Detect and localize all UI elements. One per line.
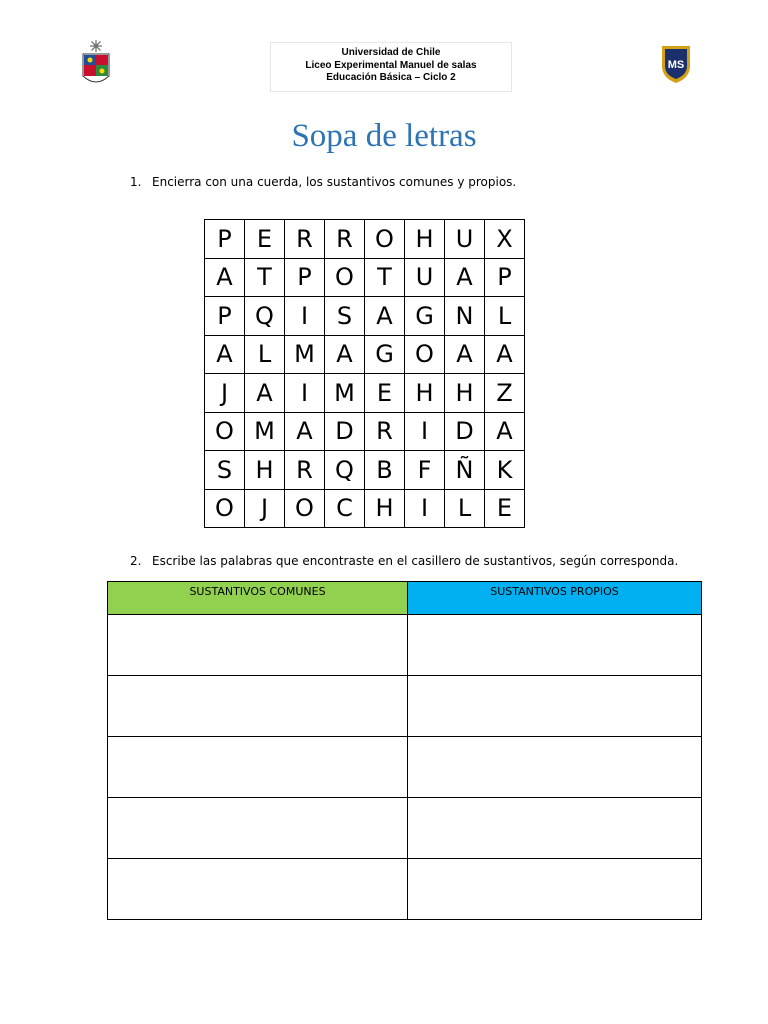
grid-cell[interactable]: O: [205, 489, 245, 528]
grid-cell[interactable]: I: [285, 374, 325, 413]
common-noun-cell[interactable]: [108, 615, 408, 676]
grid-cell[interactable]: A: [445, 258, 485, 297]
proper-noun-cell[interactable]: [408, 615, 702, 676]
grid-cell[interactable]: E: [365, 374, 405, 413]
proper-noun-cell[interactable]: [408, 798, 702, 859]
word-search-grid: [204, 219, 525, 528]
school-shield-logo: [660, 44, 692, 84]
grid-cell[interactable]: O: [205, 412, 245, 451]
grid-cell[interactable]: R: [285, 451, 325, 490]
grid-cell[interactable]: P: [485, 258, 525, 297]
grid-cell[interactable]: P: [285, 258, 325, 297]
grid-cell[interactable]: J: [245, 489, 285, 528]
instruction-1: [130, 175, 516, 189]
grid-cell[interactable]: U: [445, 220, 485, 259]
grid-cell[interactable]: Ñ: [445, 451, 485, 490]
grid-cell[interactable]: P: [205, 220, 245, 259]
grid-cell[interactable]: H: [365, 489, 405, 528]
school-name: Liceo Experimental Manuel de salas: [305, 59, 477, 71]
grid-cell[interactable]: G: [365, 335, 405, 374]
grid-cell[interactable]: R: [365, 412, 405, 451]
grid-cell[interactable]: E: [485, 489, 525, 528]
grid-cell[interactable]: S: [325, 297, 365, 336]
grid-cell[interactable]: I: [405, 489, 445, 528]
instruction-number: 2.: [130, 554, 142, 568]
nouns-table: [107, 581, 702, 920]
table-row: [108, 737, 702, 798]
grid-cell[interactable]: J: [205, 374, 245, 413]
grid-row: [205, 374, 525, 413]
common-noun-cell[interactable]: [108, 859, 408, 920]
grid-cell[interactable]: I: [405, 412, 445, 451]
grid-cell[interactable]: A: [485, 335, 525, 374]
grid-row: [205, 412, 525, 451]
grid-cell[interactable]: L: [445, 489, 485, 528]
grid-cell[interactable]: M: [285, 335, 325, 374]
education-level: Educación Básica – Ciclo 2: [326, 72, 456, 83]
proper-noun-cell[interactable]: [408, 859, 702, 920]
grid-cell[interactable]: E: [245, 220, 285, 259]
grid-cell[interactable]: S: [205, 451, 245, 490]
grid-cell[interactable]: T: [245, 258, 285, 297]
grid-cell[interactable]: X: [485, 220, 525, 259]
grid-cell[interactable]: O: [365, 220, 405, 259]
grid-cell[interactable]: Q: [245, 297, 285, 336]
grid-cell[interactable]: O: [325, 258, 365, 297]
grid-cell[interactable]: A: [365, 297, 405, 336]
grid-cell[interactable]: Q: [325, 451, 365, 490]
table-row: [108, 859, 702, 920]
grid-cell[interactable]: A: [205, 258, 245, 297]
common-noun-cell[interactable]: [108, 737, 408, 798]
grid-row: [205, 451, 525, 490]
svg-text:MS: MS: [667, 59, 685, 71]
grid-cell[interactable]: A: [325, 335, 365, 374]
university-crest-logo: [78, 38, 114, 90]
grid-cell[interactable]: H: [445, 374, 485, 413]
school-header: [270, 42, 512, 92]
table-row: [108, 798, 702, 859]
table-row: [108, 615, 702, 676]
grid-cell[interactable]: I: [285, 297, 325, 336]
common-noun-cell[interactable]: [108, 676, 408, 737]
grid-cell[interactable]: H: [405, 220, 445, 259]
grid-cell[interactable]: K: [485, 451, 525, 490]
grid-cell[interactable]: C: [325, 489, 365, 528]
grid-cell[interactable]: A: [205, 335, 245, 374]
proper-noun-cell[interactable]: [408, 676, 702, 737]
page-title: Sopa de letras: [291, 118, 477, 154]
university-name: Universidad de Chile: [341, 47, 441, 58]
common-noun-cell[interactable]: [108, 798, 408, 859]
grid-row: [205, 335, 525, 374]
grid-cell[interactable]: D: [445, 412, 485, 451]
grid-cell[interactable]: A: [245, 374, 285, 413]
instruction-text: Escribe las palabras que encontraste en el casillero de sustantivos, según corresponda.: [152, 554, 679, 568]
instruction-2: [130, 554, 678, 568]
grid-cell[interactable]: A: [445, 335, 485, 374]
grid-cell[interactable]: U: [405, 258, 445, 297]
grid-cell[interactable]: A: [485, 412, 525, 451]
grid-cell[interactable]: F: [405, 451, 445, 490]
grid-cell[interactable]: L: [485, 297, 525, 336]
grid-cell[interactable]: M: [245, 412, 285, 451]
grid-cell[interactable]: M: [325, 374, 365, 413]
instruction-text: Encierra con una cuerda, los sustantivos comunes y propios.: [152, 175, 517, 189]
grid-row: [205, 258, 525, 297]
grid-cell[interactable]: O: [405, 335, 445, 374]
grid-cell[interactable]: R: [285, 220, 325, 259]
proper-nouns-header: SUSTANTIVOS PROPIOS: [408, 582, 702, 615]
grid-cell[interactable]: D: [325, 412, 365, 451]
grid-row: [205, 220, 525, 259]
grid-cell[interactable]: A: [285, 412, 325, 451]
table-row: [108, 676, 702, 737]
grid-cell[interactable]: T: [365, 258, 405, 297]
grid-row: [205, 489, 525, 528]
grid-cell[interactable]: N: [445, 297, 485, 336]
proper-noun-cell[interactable]: [408, 737, 702, 798]
grid-cell[interactable]: R: [325, 220, 365, 259]
grid-cell[interactable]: H: [405, 374, 445, 413]
instruction-number: 1.: [130, 175, 142, 189]
common-nouns-header: SUSTANTIVOS COMUNES: [108, 582, 408, 615]
grid-cell[interactable]: O: [285, 489, 325, 528]
grid-cell[interactable]: L: [245, 335, 285, 374]
grid-row: [205, 297, 525, 336]
grid-cell[interactable]: P: [205, 297, 245, 336]
grid-cell[interactable]: G: [405, 297, 445, 336]
grid-cell[interactable]: H: [245, 451, 285, 490]
grid-cell[interactable]: Z: [485, 374, 525, 413]
grid-cell[interactable]: B: [365, 451, 405, 490]
